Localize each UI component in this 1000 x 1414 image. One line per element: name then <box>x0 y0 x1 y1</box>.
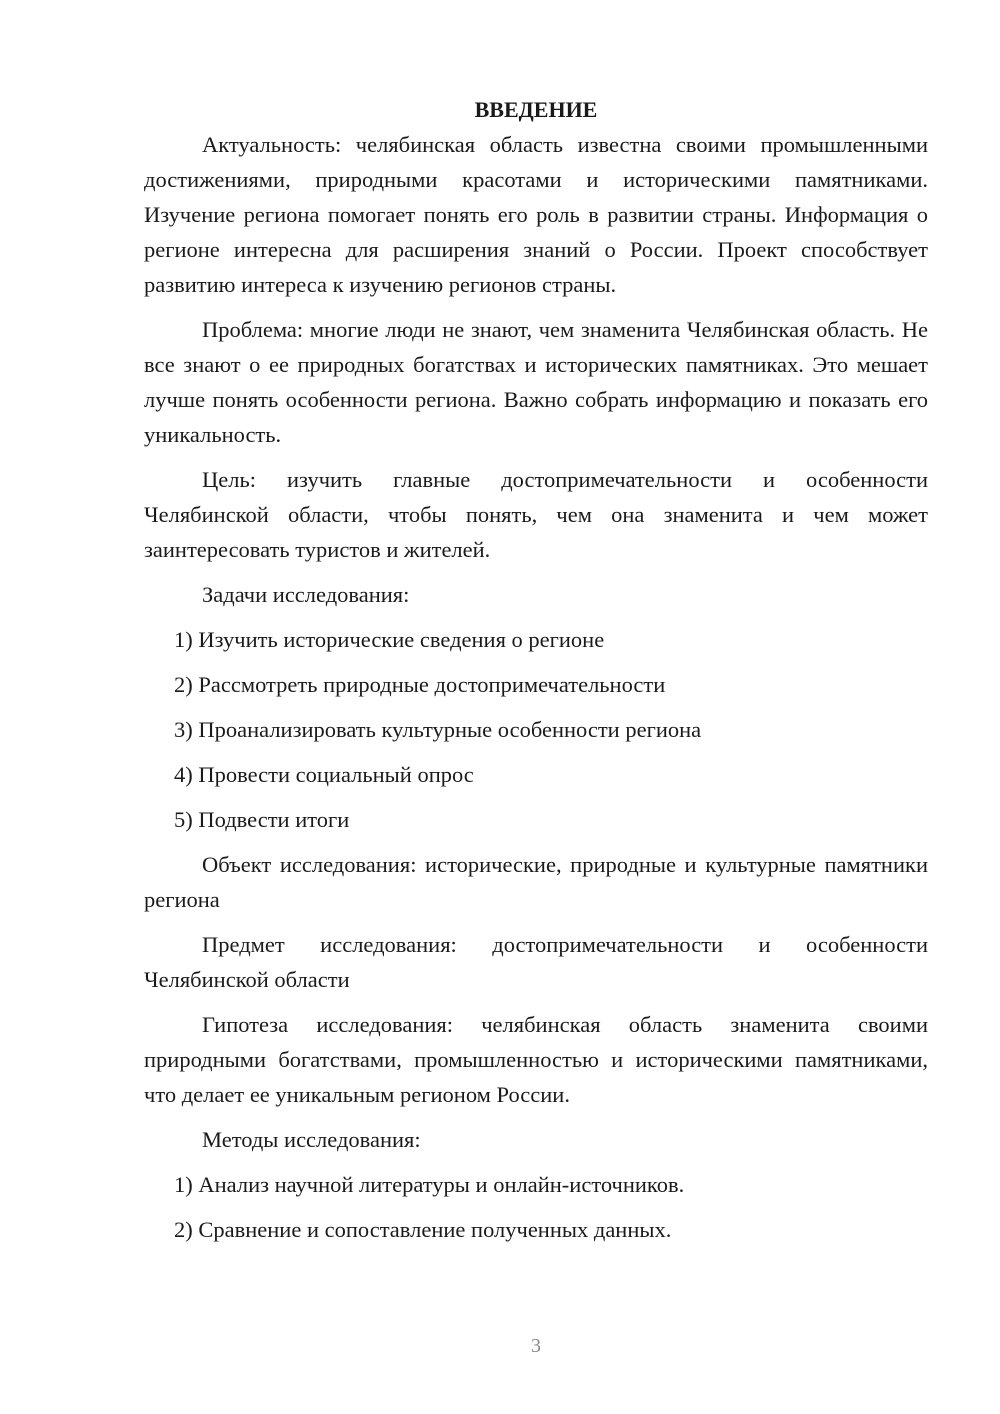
hypothesis-paragraph: Гипотеза исследования: челябинская область знаменита своими природными богатствами, промышленностью и историческими памятниками, что делает ее уникальным регионом России. <box>144 1012 928 1107</box>
page-title: ВВЕДЕНИЕ <box>474 97 598 122</box>
goal-paragraph: Цель: изучить главные достопримечательности и особенности Челябинской области, чтобы понять, чем она знаменита и чем может заинтересовать туристов и жителей. <box>144 467 928 562</box>
relevance-paragraph: Актуальность: челябинская область известна своими промышленными достижениями, природными красотами и историческими памятниками. Изучение региона помогает понять его роль в развитии страны. Информация о регионе интересна для расширения знаний о России. Проект способствует развитию интереса к изучению регионов страны. <box>144 132 928 297</box>
task-item: 4) Провести социальный опрос <box>174 762 474 787</box>
problem-paragraph: Проблема: многие люди не знают, чем знаменита Челябинская область. Не все знают о ее природных богатствах и исторических памятниках. Это мешает лучше понять особенности региона. Важно собрать информацию и показать его уникальность. <box>144 317 928 447</box>
task-item: 3) Проанализировать культурные особенности региона <box>174 717 702 742</box>
subject-paragraph: Предмет исследования: достопримечательности и особенности Челябинской области <box>144 932 928 992</box>
task-item: 2) Рассмотреть природные достопримечательности <box>174 672 666 697</box>
methods-list <box>144 1167 928 1247</box>
tasks-list <box>144 622 928 837</box>
object-paragraph: Объект исследования: исторические, природные и культурные памятники региона <box>144 852 928 912</box>
methods-heading: Методы исследования: <box>202 1127 421 1152</box>
method-item: 2) Сравнение и сопоставление полученных данных. <box>174 1217 672 1242</box>
task-item: 5) Подвести итоги <box>174 807 350 832</box>
page-number: 3 <box>531 1335 541 1357</box>
method-item: 1) Анализ научной литературы и онлайн-источников. <box>174 1172 685 1197</box>
page-content <box>144 96 928 1257</box>
task-item: 1) Изучить исторические сведения о регионе <box>174 627 605 652</box>
tasks-heading: Задачи исследования: <box>202 582 410 607</box>
